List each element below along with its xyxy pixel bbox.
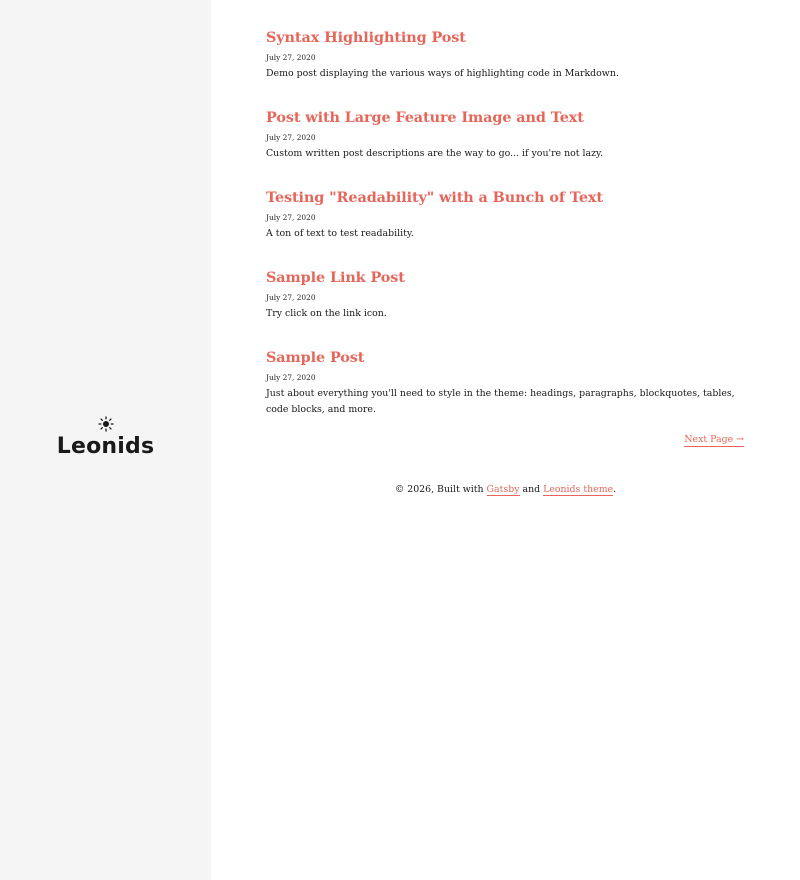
post-title-link[interactable]: Testing "Readability" with a Bunch of Text xyxy=(266,189,603,206)
post-item xyxy=(266,268,746,322)
footer-prefix: © 2026, Built with xyxy=(394,484,487,495)
post-date: July 27, 2020 xyxy=(266,293,316,302)
footer xyxy=(211,483,800,497)
brand xyxy=(0,416,211,459)
footer-suffix: . xyxy=(613,484,617,495)
post-title-link[interactable]: Sample Post xyxy=(266,349,365,366)
post-date: July 27, 2020 xyxy=(266,373,316,382)
post-date: July 27, 2020 xyxy=(266,53,316,62)
sidebar xyxy=(0,0,211,880)
post-title-link[interactable]: Post with Large Feature Image and Text xyxy=(266,109,584,126)
sun-icon[interactable] xyxy=(98,416,114,432)
post-description: Custom written post descriptions are the way to go... if you're not lazy. xyxy=(266,148,604,159)
post-date: July 27, 2020 xyxy=(266,213,316,222)
post-description: A ton of text to test readability. xyxy=(266,228,414,239)
post-date: July 27, 2020 xyxy=(266,133,316,142)
post-item xyxy=(266,28,746,82)
footer-and: and xyxy=(519,484,544,495)
next-page-link[interactable]: Next Page → xyxy=(684,434,744,445)
post-title-link[interactable]: Sample Link Post xyxy=(266,269,405,286)
post-description: Demo post displaying the various ways of highlighting code in Markdown. xyxy=(266,68,619,79)
gatsby-link[interactable]: Gatsby xyxy=(486,484,520,495)
post-description: Just about everything you'll need to style in the theme: headings, paragraphs, blockquotes, tables, code blocks, and more. xyxy=(266,388,735,415)
site-title-link[interactable]: Leonids xyxy=(56,434,155,459)
post-title-link[interactable]: Syntax Highlighting Post xyxy=(266,29,466,46)
post-item xyxy=(266,108,746,162)
leonids-theme-link[interactable]: Leonids theme xyxy=(543,484,614,495)
post-description: Try click on the link icon. xyxy=(266,308,387,319)
post-item xyxy=(266,348,746,417)
post-item xyxy=(266,188,746,242)
